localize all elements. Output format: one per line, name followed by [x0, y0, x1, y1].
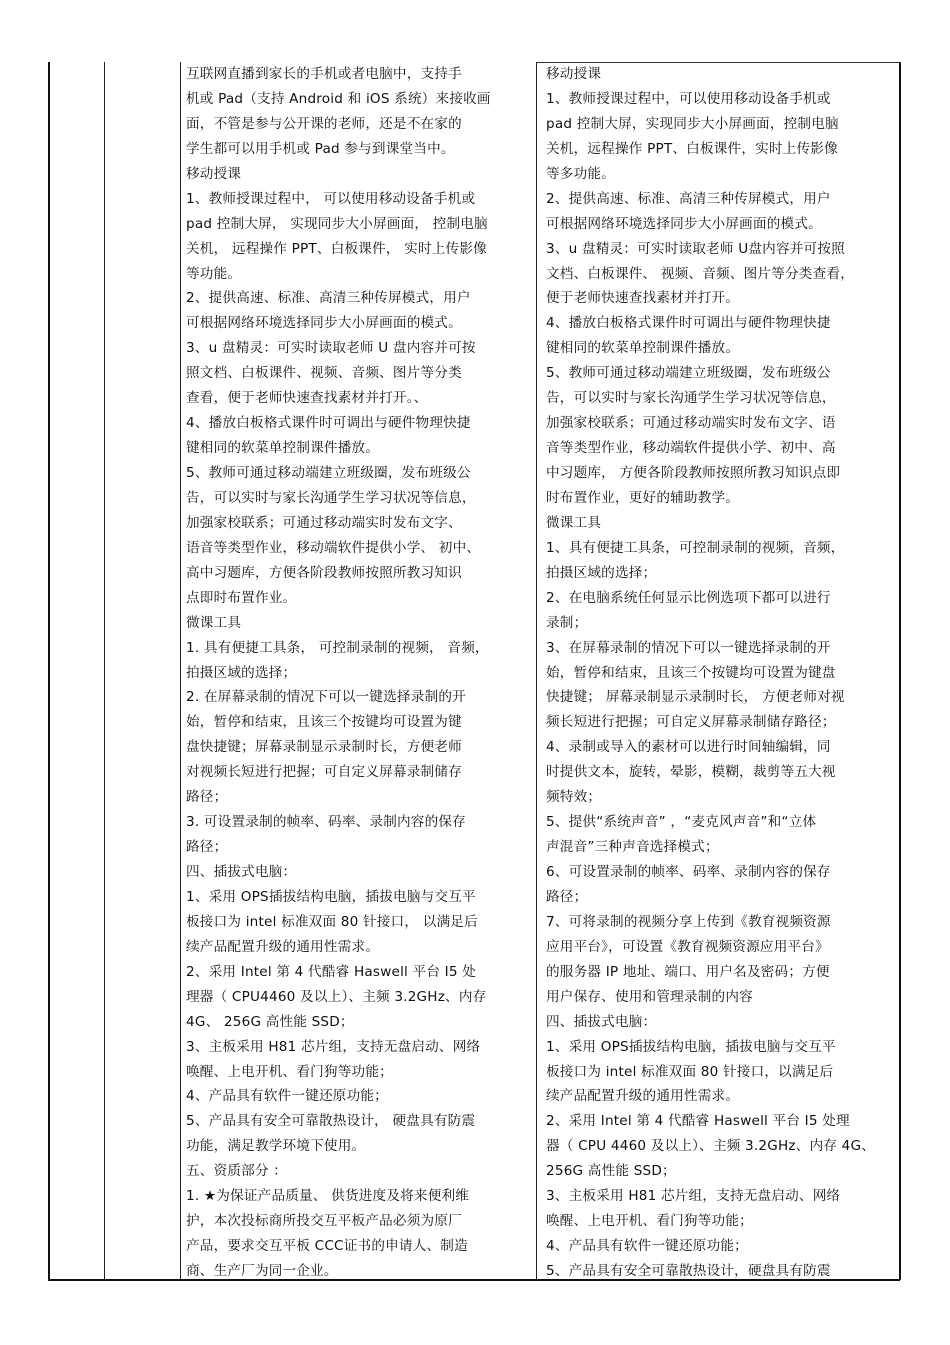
text-line: 6、可设置录制的帧率、码率、录制内容的保存 — [546, 864, 831, 880]
text-line: 3、在屏幕录制的情况下可以一键选择录制的开 — [546, 639, 831, 656]
column-divider-1 — [104, 62, 105, 1280]
text-line: 关机，远程操作 PPT、白板课件，实时上传影像 — [546, 140, 838, 157]
text-line: 2、采用 Intel 第 4 代酷睿 Haswell 平台 I5 处 — [186, 963, 477, 980]
text-line: 加强家校联系；可通过移动端实时发布文字、 — [186, 514, 462, 531]
text-line: 关机， 远程操作 PPT、白板课件， 实时上传影像 — [186, 240, 487, 257]
text-line: 高中习题库，方便各阶段教师按照所教习知识 — [186, 564, 462, 581]
text-line: 4、播放白板格式课件时可调出与硬件物理快捷 — [546, 315, 831, 332]
text-line: 4、录制或导入的素材可以进行时间轴编辑，同 — [546, 739, 831, 756]
right-spec-cell — [546, 62, 896, 1284]
left-spec-cell — [186, 62, 532, 1284]
text-line: 1. 具有便捷工具条， 可控制录制的视频， 音频， — [186, 639, 489, 656]
text-line: 可根据网络环境选择同步大小屏画面的模式。 — [186, 315, 462, 332]
text-line: 微课工具 — [546, 514, 602, 531]
text-line: 面，不管是参与公开课的老师，还是不在家的 — [186, 115, 462, 132]
text-line: 商、生产厂为同一企业。 — [186, 1263, 338, 1279]
text-line: 中习题库， 方便各阶段教师按照所教习知识点即 — [546, 465, 841, 481]
text-line: 互联网直播到家长的手机或者电脑中，支持手 — [186, 66, 462, 82]
text-line: 1、教师授课过程中， 可以使用移动设备手机或 — [186, 190, 476, 207]
text-line: 始，暂停和结束，且该三个按键均可设置为键盘 — [546, 664, 836, 681]
text-line: 3. 可设置录制的帧率、码率、录制内容的保存 — [186, 814, 466, 831]
text-line: 对视频长短进行把握；可自定义屏幕录制储存 — [186, 764, 462, 781]
text-line: 五、资质部分 ： — [186, 1163, 288, 1180]
text-line: 声混音”三种声音选择模式； — [546, 839, 719, 856]
text-line: 音等类型作业，移动端软件提供小学、初中、高 — [546, 440, 836, 457]
text-line: 加强家校联系；可通过移动端实时发布文字、语 — [546, 415, 836, 432]
column-divider-2 — [180, 62, 181, 1280]
text-line: 产品，要求交互平板 CCC证书的申请人、制造 — [186, 1238, 468, 1255]
text-line: 键相同的软菜单控制课件播放。 — [546, 340, 740, 357]
text-line: 4、播放白板格式课件时可调出与硬件物理快捷 — [186, 415, 471, 432]
text-line: 唤醒、上电开机、看门狗等功能； — [186, 1063, 393, 1080]
text-line: 5、教师可通过移动端建立班级圈，发布班级公 — [546, 365, 831, 382]
text-line: 5、提供“系统声音” ，“麦克风声音”和“立体 — [546, 814, 817, 831]
text-line: 续产品配置升级的通用性需求。 — [186, 938, 380, 955]
text-line: 续产品配置升级的通用性需求。 — [546, 1088, 740, 1105]
text-line: 功能，满足教学环境下使用。 — [186, 1138, 366, 1155]
column-divider-3 — [536, 62, 537, 1280]
text-line: 5、产品具有安全可靠散热设计， 硬盘具有防震 — [186, 1113, 476, 1130]
table-right-border — [899, 62, 901, 1280]
text-line: 3、u 盘精灵：可实时读取老师 U 盘内容并可按 — [186, 340, 476, 357]
text-line: 等功能。 — [186, 265, 242, 282]
text-line: 四、插拔式电脑： — [546, 1013, 657, 1030]
text-line: 查看，便于老师快速查找素材并打开。、 — [186, 390, 428, 407]
text-line: 文档、白板课件、 视频、音频、图片等分类查看， — [546, 265, 854, 282]
text-line: 3、主板采用 H81 芯片组，支持无盘启动、网络 — [546, 1188, 841, 1205]
text-line: 盘快捷键；屏幕录制显示录制时长，方便老师 — [186, 739, 462, 756]
text-line: 唤醒、上电开机、看门狗等功能； — [546, 1213, 753, 1230]
text-line: 移动授课 — [186, 165, 242, 182]
text-line: 便于老师快速查找素材并打开。 — [546, 290, 740, 307]
text-line: 语音等类型作业，移动端软件提供小学、 初中、 — [186, 539, 481, 556]
text-line: 可根据网络环境选择同步大小屏画面的模式。 — [546, 215, 822, 232]
text-line: 板接口为 intel 标准双面 80 针接口， 以满足后 — [186, 913, 478, 930]
text-line: 1、采用 OPS插拔结构电脑，插拔电脑与交互平 — [546, 1038, 836, 1055]
text-line: 等多功能。 — [546, 165, 615, 182]
text-line: 护，本次投标商所投交互平板产品必须为原厂 — [186, 1213, 462, 1230]
text-line: 录制； — [546, 614, 588, 631]
text-line: 4、产品具有软件一键还原功能； — [186, 1088, 388, 1105]
text-line: 5、产品具有安全可靠散热设计，硬盘具有防震 — [546, 1263, 831, 1279]
text-line: 微课工具 — [186, 614, 242, 631]
text-line: 2、采用 Intel 第 4 代酷睿 Haswell 平台 I5 处理 — [546, 1113, 850, 1130]
text-line: 2、提供高速、标准、高清三种传屏模式，用户 — [546, 190, 831, 207]
text-line: 3、主板采用 H81 芯片组，支持无盘启动、网络 — [186, 1038, 481, 1055]
text-line: 2. 在屏幕录制的情况下可以一键选择录制的开 — [186, 689, 466, 706]
text-line: 1、具有便捷工具条，可控制录制的视频，音频， — [546, 539, 845, 556]
text-line: 板接口为 intel 标准双面 80 针接口，以满足后 — [546, 1063, 834, 1080]
text-line: 拍摄区域的选择； — [186, 664, 297, 681]
text-line: 路径； — [546, 888, 588, 905]
text-line: 4、产品具有软件一键还原功能； — [546, 1238, 748, 1255]
text-line: 路径； — [186, 789, 228, 806]
text-line: 告，可以实时与家长沟通学生学习状况等信息， — [186, 489, 476, 506]
text-line: 学生都可以用手机或 Pad 参与到课堂当中。 — [186, 140, 455, 157]
text-line: 始，暂停和结束，且该三个按键均可设置为键 — [186, 714, 462, 731]
text-line: 点即时布置作业。 — [186, 589, 297, 606]
text-line: 2、在电脑系统任何显示比例选项下都可以进行 — [546, 589, 831, 606]
text-line: 频特效； — [546, 789, 602, 806]
text-line: 路径； — [186, 839, 228, 856]
text-line: 机或 Pad（支持 Android 和 iOS 系统）来接收画 — [186, 90, 491, 107]
text-line: 四、插拔式电脑： — [186, 864, 297, 880]
text-line: 拍摄区域的选择； — [546, 564, 657, 581]
text-line: 3、u 盘精灵：可实时读取老师 U盘内容并可按照 — [546, 240, 845, 257]
text-line: 1、采用 OPS插拔结构电脑，插拔电脑与交互平 — [186, 888, 476, 905]
text-line: 7、可将录制的视频分享上传到《教育视频资源 — [546, 913, 831, 930]
text-line: 频长短进行把握；可自定义屏幕录制储存路径； — [546, 714, 836, 731]
text-line: pad 控制大屏， 实现同步大小屏画面， 控制电脑 — [186, 215, 488, 232]
text-line: 快捷键； 屏幕录制显示录制时长， 方便老师对视 — [546, 689, 845, 706]
text-line: 2、提供高速、标准、高清三种传屏模式，用户 — [186, 290, 471, 307]
text-line: 应用平台》，可设置《教育视频资源应用平台》 — [546, 938, 829, 955]
text-line: 5、教师可通过移动端建立班级圈，发布班级公 — [186, 465, 471, 481]
text-line: 1、教师授课过程中，可以使用移动设备手机或 — [546, 90, 831, 107]
text-line: 照文档、白板课件、视频、音频、图片等分类 — [186, 365, 462, 382]
text-line: 移动授课 — [546, 66, 602, 82]
text-line: pad 控制大屏，实现同步大小屏画面，控制电脑 — [546, 115, 839, 132]
text-line: 1. ★为保证产品质量、 供货进度及将来便利维 — [186, 1188, 470, 1205]
text-line: 的服务器 IP 地址、端口、用户名及密码；方便 — [546, 963, 830, 980]
text-line: 器（ CPU 4460 及以上）、主频 3.2GHz、内存 4G、 — [546, 1138, 876, 1155]
text-line: 用户保存、使用和管理录制的内容 — [546, 988, 753, 1005]
table-left-border — [48, 62, 50, 1280]
text-line: 告，可以实时与家长沟通学生学习状况等信息， — [546, 390, 836, 407]
text-line: 理器（ CPU4460 及以上）、主频 3.2GHz、内存 — [186, 988, 487, 1005]
text-line: 键相同的软菜单控制课件播放。 — [186, 440, 380, 457]
text-line: 时提供文本，旋转，晕影，模糊，裁剪等五大视 — [546, 764, 836, 781]
text-line: 时布置作业，更好的辅助教学。 — [546, 489, 740, 506]
text-line: 4G、 256G 高性能 SSD； — [186, 1013, 354, 1030]
text-line: 256G 高性能 SSD； — [546, 1163, 676, 1180]
